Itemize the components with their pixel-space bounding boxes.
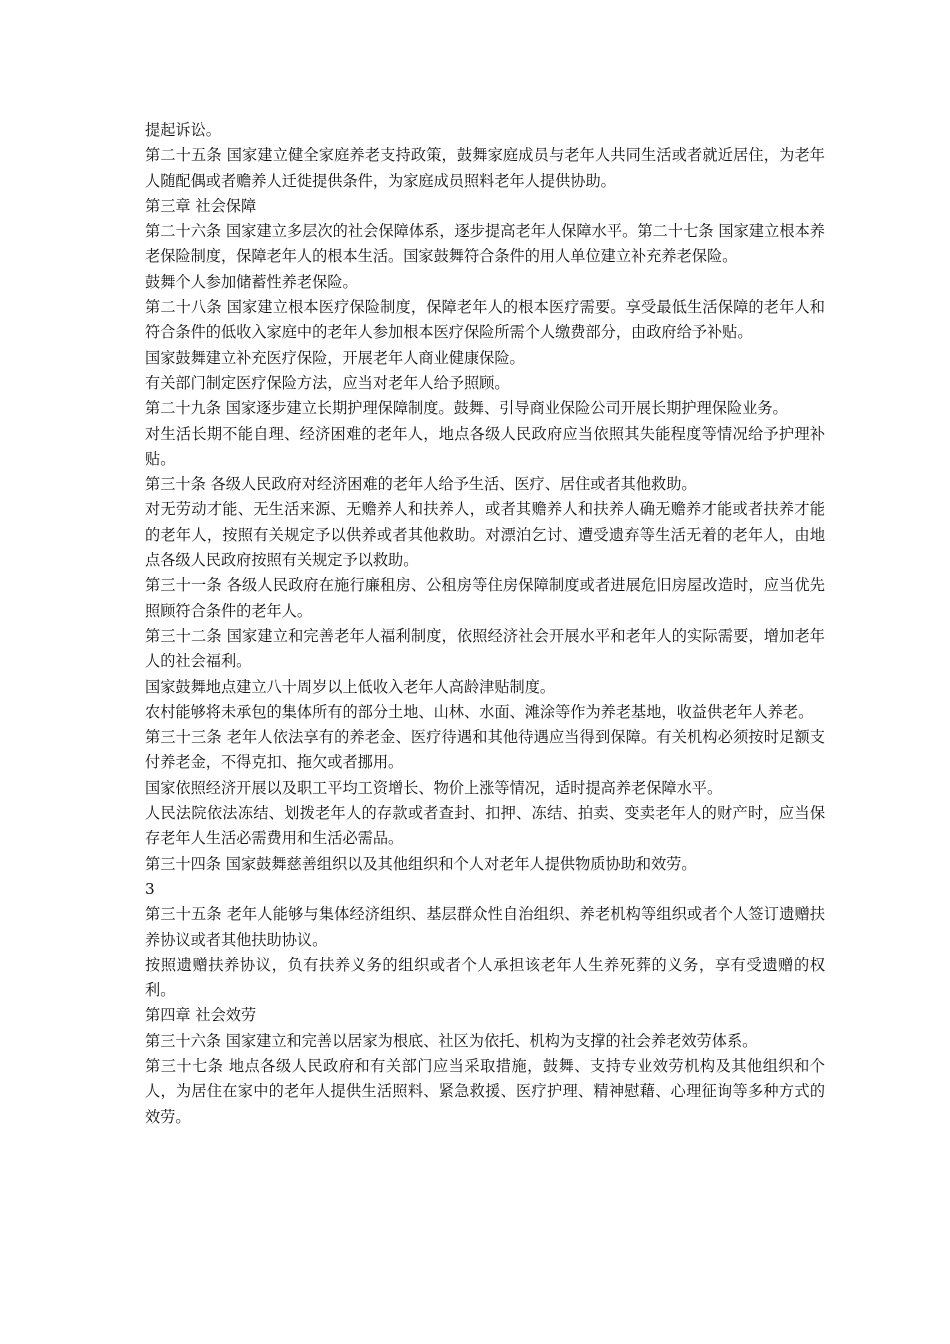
paragraph-article-35: 第三十五条 老年人能够与集体经济组织、基层群众性自治组织、养老机构等组织或者个人签订遗赠扶养协议或者其他扶助协议。 <box>145 905 825 949</box>
paragraph-continuation: 提起诉讼。 <box>145 121 221 139</box>
paragraph-bequest-agreement: 按照遗赠扶养协议，负有扶养义务的组织或者个人承担该老年人生养死葬的义务，享有受遗赠的权利。 <box>145 955 825 1000</box>
paragraph-article-33: 第三十三条 老年人依法享有的养老金、医疗待遇和其他待遇应当得到保障。有关机构必须按时足额支付养老金，不得克扣、拖欠或者挪用。 <box>145 728 825 772</box>
paragraph-article-37: 第三十七条 地点各级人民政府和有关部门应当采取措施，鼓舞、支持专业效劳机构及其他组织和个人，为居住在家中的老年人提供生活照料、紧急救援、医疗护理、精神慰藉、心理征询等多种方式的效劳。 <box>145 1056 825 1126</box>
paragraph-support-relief: 对无劳动才能、无生活来源、无赡养人和扶养人，或者其赡养人和扶养人确无赡养才能或者扶养才能的老年人，按照有关规定予以供养或者其他救助。对漂泊乞讨、遭受遗弃等生活无着的老年人，由地点各级人民政府按照有关规定予以救助。 <box>145 500 825 570</box>
paragraph-nursing-subsidy: 对生活长期不能自理、经济困难的老年人，地点各级人民政府应当依照其失能程度等情况给予护理补贴。 <box>145 424 825 468</box>
paragraph-court-freeze: 人民法院依法冻结、划拨老年人的存款或者查封、扣押、冻结、拍卖、变卖老年人的财产时，应当保存老年人生活必需费用和生活必需品。 <box>145 804 825 848</box>
paragraph-medical-methods: 有关部门制定医疗保险方法，应当对老年人给予照顾。 <box>145 373 510 392</box>
paragraph-article-28: 第二十八条 国家建立根本医疗保险制度，保障老年人的根本医疗需要。享受最低生活保障的老年人和符合条件的低收入家庭中的老年人参加根本医疗保险所需个人缴费部分，由政府给予补贴。 <box>145 298 825 342</box>
chapter-heading-3: 第三章 社会保障 <box>145 196 257 215</box>
paragraph-article-25: 第二十五条 国家建立健全家庭养老支持政策，鼓舞家庭成员与老年人共同生活或者就近居住，为老年人随配偶或者赡养人迁徙提供条件，为家庭成员照料老年人提供协助。 <box>145 146 825 190</box>
paragraph-senior-allowance: 国家鼓舞地点建立八十周岁以上低收入老年人高龄津贴制度。 <box>145 677 556 696</box>
paragraph-pension-level: 国家依照经济开展以及职工平均工资增长、物价上涨等情况，适时提高养老保障水平。 <box>145 778 723 797</box>
paragraph-article-29: 第二十九条 国家逐步建立长期护理保障制度。鼓舞、引导商业保险公司开展长期护理保险业务。 <box>145 399 788 418</box>
paragraph-savings-insurance: 鼓舞个人参加储蓄性养老保险。 <box>145 272 358 291</box>
paragraph-article-31: 第三十一条 各级人民政府在施行廉租房、公租房等住房保障制度或者进展危旧房屋改造时，应当优先照顾符合条件的老年人。 <box>145 576 825 620</box>
paragraph-article-30: 第三十条 各级人民政府对经济困难的老年人给予生活、医疗、居住或者其他救助。 <box>145 475 697 494</box>
page-number: 3 <box>145 879 155 898</box>
paragraph-article-32: 第三十二条 国家建立和完善老年人福利制度，依照经济社会开展水平和老年人的实际需要，增加老年人的社会福利。 <box>145 626 825 671</box>
document-body <box>145 118 825 1130</box>
paragraph-supplementary-medical: 国家鼓舞建立补充医疗保险，开展老年人商业健康保险。 <box>145 348 525 367</box>
chapter-heading-4: 第四章 社会效劳 <box>145 1006 257 1025</box>
paragraph-rural-base: 农村能够将未承包的集体所有的部分土地、山林、水面、滩涂等作为养老基地，收益供老年人养老。 <box>145 702 814 721</box>
paragraph-article-26-27: 第二十六条 国家建立多层次的社会保障体系，逐步提高老年人保障水平。第二十七条 国家建立根本养老保险制度，保障老年人的根本生活。国家鼓舞符合条件的用人单位建立补充养老保险。 <box>145 222 825 266</box>
paragraph-article-36: 第三十六条 国家建立和完善以居家为根底、社区为依托、机构为支撑的社会养老效劳体系。 <box>145 1031 758 1050</box>
paragraph-article-34: 第三十四条 国家鼓舞慈善组织以及其他组织和个人对老年人提供物质协助和效劳。 <box>145 854 697 873</box>
